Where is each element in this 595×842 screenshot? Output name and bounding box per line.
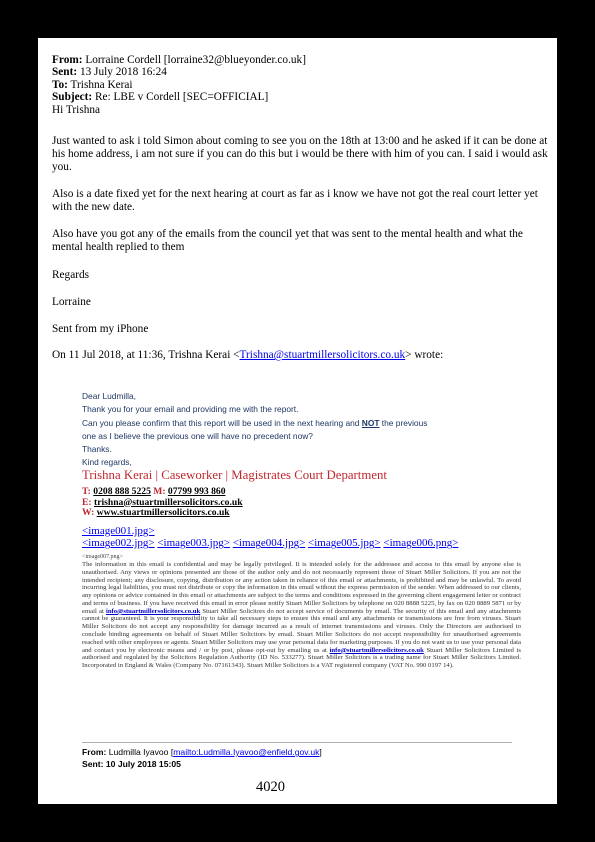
signature-name: Trishna Kerai | Caseworker | Magistrates Court Department bbox=[82, 468, 387, 482]
mobile-label: M: bbox=[153, 486, 166, 497]
from-value: Lorraine Cordell [lorraine32@blueyonder.co.uk] bbox=[85, 54, 306, 66]
page-number: 4020 bbox=[256, 779, 285, 795]
disclaimer-part-1: The information in this email is confidential and may be legally privileged. It is intended solely for the addressee and access to this email by anyone else is unauthorised. Any views or opinions presented are those of the author only and do not necessarily represent those of Stuart Miller Solicitors. If you are not the intended recipient; any disclosure, copying, distribution or any action taken in reliance of this email or attachments, is prohibited and may be unlawful. To avoid incurring legal liabilities, you must not distribute or copy the information in this email without the express permission of the sender. When addressed to our clients, any opinions or advice contained in this email or attachments are subject to the terms and conditions expressed in the governing client engagement letter or contract and terms of business. If you have received this email in error please notify Stuart Miller Solicitors by telephone on 020 8888 5225, by fax on 020 8889 5871 or by email at bbox=[82, 561, 521, 615]
disclaimer-part-2: Stuart Miller Solicitors do not accept service of documents by email. The security of this email and any attachments cannot be guaranteed. It is your responsibility to take all necessary steps to ensure this email and any attachments or transmissions are free from viruses. Stuart Miller Solicitors do not accept any responsibility for damage incurred as a result of internet transmissions and viruses. Only the Directors are authorised to conclude binding agreements on behalf of Stuart Miller Solicitors by email. Stuart Miller Solicitors do not accept responsibility for unauthorised agreements reached with other employees or agents. Stuart Miller Solicitors may use your personal data for marketing purposes. If you do not want us to use your personal data and contact you by electronic means and / or by post, please opt-out by emailing us at bbox=[82, 607, 521, 654]
sent-value: 13 July 2018 16:24 bbox=[79, 66, 167, 79]
image-link-1[interactable]: <image001.jpg> bbox=[82, 525, 155, 537]
forwarded-from-label: From: bbox=[82, 747, 107, 757]
body-paragraph-3: Also have you got any of the emails from the council yet that was sent to the mental health and what the mental health replied to them bbox=[52, 228, 523, 254]
quoted-kind-regards: Kind regards, bbox=[82, 457, 132, 468]
image-attachments bbox=[82, 525, 458, 550]
image-link-5[interactable]: <image005.jpg> bbox=[308, 537, 381, 550]
to-label: To: bbox=[52, 78, 68, 91]
forwarded-from-close: ] bbox=[319, 747, 322, 757]
disclaimer-email-2[interactable]: info@stuartmillersolicitors.co.uk bbox=[329, 646, 424, 654]
phone-label: T: bbox=[82, 486, 91, 497]
image-link-6[interactable]: <image006.png> bbox=[383, 537, 459, 550]
document-page bbox=[38, 38, 557, 804]
quoted-message bbox=[82, 390, 427, 470]
wrote-suffix: > wrote: bbox=[405, 349, 444, 361]
image-link-2[interactable]: <image002.jpg> bbox=[82, 537, 155, 550]
forwarded-header bbox=[82, 746, 322, 770]
image-link-4[interactable]: <image004.jpg> bbox=[232, 537, 306, 550]
disclaimer-part-3: Stuart Miller Solicitors Limited is authorised and regulated by the Solicitors Regulation Authority (ID No. 533277). Stuart Miller Solicitors is a trading name for Stuart Miller Solicitors Limited. Incorporated in England & Wales (Company No. 07161343). Stuart Miller Solicitors is a VAT registered company (VAT No. 990 0197 14). bbox=[82, 646, 521, 670]
subject-value: Re: LBE v Cordell [SEC=OFFICIAL] bbox=[95, 91, 269, 104]
mobile-value[interactable]: 07799 993 860 bbox=[167, 486, 226, 497]
quoted-greeting: Dear Ludmilla, bbox=[82, 391, 136, 401]
forwarded-from-name: Ludmilla Iyavoo [ bbox=[108, 747, 174, 757]
disclaimer bbox=[82, 561, 521, 670]
quoted-thanks: Thanks. bbox=[82, 444, 112, 455]
email-header bbox=[52, 54, 306, 116]
forwarded-from-link[interactable]: mailto:Ludmilla.Iyavoo@enfield.gov.uk bbox=[173, 747, 320, 757]
forwarded-sent-value: 10 July 2018 15:05 bbox=[105, 759, 181, 769]
wrote-line bbox=[52, 349, 552, 362]
greeting: Hi Trishna bbox=[52, 103, 101, 116]
image-placeholder-7: <image007.png> bbox=[82, 554, 123, 560]
to-value: Trishna Kerai bbox=[70, 78, 133, 91]
quoted-line-1: Thank you for your email and providing me with the report. bbox=[82, 404, 299, 415]
quoted-line-2a: Can you please confirm that this report will be used in the next hearing and bbox=[82, 417, 362, 428]
quoted-line-2b: the previous bbox=[379, 417, 428, 428]
sent-from-iphone: Sent from my iPhone bbox=[52, 323, 149, 335]
wrote-prefix: On 11 Jul 2018, at 11:36, Trishna Kerai < bbox=[52, 349, 240, 361]
quoted-line-3: one as I believe the previous one will have no precedent now? bbox=[82, 430, 313, 441]
forwarded-sent-label: Sent: bbox=[82, 759, 104, 769]
disclaimer-email-1[interactable]: info@stuartmillersolicitors.co.uk bbox=[105, 607, 201, 615]
quoted-line-2 bbox=[82, 417, 427, 430]
quoted-not: NOT bbox=[361, 417, 380, 428]
regards: Regards bbox=[52, 269, 90, 281]
phone-value[interactable]: 0208 888 5225 bbox=[93, 486, 151, 497]
email-value[interactable]: trishna@stuartmillersolicitors.co.uk bbox=[94, 496, 243, 508]
sender-name: Lorraine bbox=[52, 296, 91, 308]
subject-label: Subject: bbox=[52, 91, 93, 104]
image-link-3[interactable]: <image003.jpg> bbox=[157, 537, 230, 550]
web-label: W: bbox=[82, 507, 95, 519]
wrote-email-link[interactable]: Trishna@stuartmillersolicitors.co.uk bbox=[239, 349, 406, 361]
divider bbox=[82, 742, 512, 743]
body-paragraph-1: Just wanted to ask i told Simon about coming to see you on the 18th at 13:00 and he asked if it can be done at his home address, i am not sure if you can do this but i would be there with him of you can. I said i would ask you. bbox=[52, 135, 548, 174]
from-label: From: bbox=[52, 54, 83, 66]
email-label: E: bbox=[82, 496, 92, 508]
signature-contacts bbox=[82, 487, 243, 519]
body-paragraph-2: Also is a date fixed yet for the next hearing at court as far as i know we have not got the real court letter yet with the new date. bbox=[52, 188, 538, 214]
sent-label: Sent: bbox=[52, 66, 78, 79]
web-value[interactable]: www.stuartmillersolicitors.co.uk bbox=[96, 507, 230, 519]
